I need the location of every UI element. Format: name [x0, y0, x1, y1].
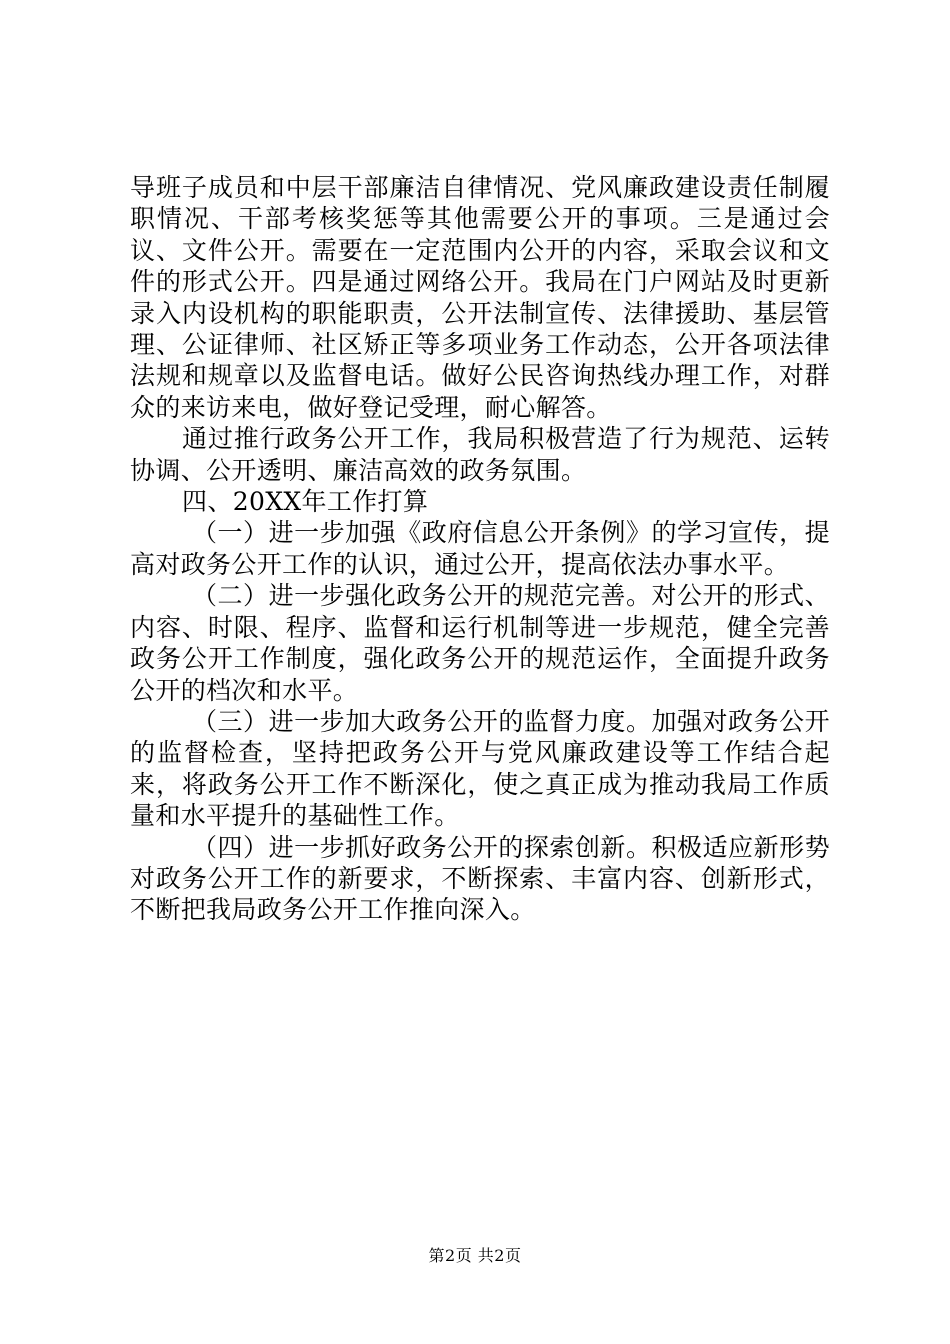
paragraph-plan-3: （三）进一步加大政务公开的监督力度。加强对政务公开的监督检查，坚持把政务公开与党风廉政建设等工作结合起来，将政务公开工作不断深化，使之真正成为推动我局工作质量和水平提升的基础性工作。	[130, 706, 830, 831]
paragraph-plan-2: （二）进一步强化政务公开的规范完善。对公开的形式、内容、时限、程序、监督和运行机制等进一步规范，健全完善政务公开工作制度，强化政务公开的规范运作，全面提升政务公开的档次和水平。	[130, 581, 830, 705]
paragraph-continued: 导班子成员和中层干部廉洁自律情况、党风廉政建设责任制履职情况、干部考核奖惩等其他需要公开的事项。三是通过会议、文件公开。需要在一定范围内公开的内容，采取会议和文件的形式公开。四是通过网络公开。我局在门户网站及时更新录入内设机构的职能职责，公开法制宣传、法律援助、基层管理、公证律师、社区矫正等多项业务工作动态，公开各项法律法规和规章以及监督电话。做好公民咨询热线办理工作，对群众的来访来电，做好登记受理，耐心解答。	[130, 173, 830, 422]
paragraph-plan-1: （一）进一步加强《政府信息公开条例》的学习宣传，提高对政务公开工作的认识，通过公开，提高依法办事水平。	[130, 518, 830, 579]
paragraph-summary: 通过推行政务公开工作，我局积极营造了行为规范、运转协调、公开透明、廉洁高效的政务氛围。	[130, 424, 830, 485]
section-heading: 四、20XX年工作打算	[182, 487, 429, 517]
paragraph-plan-4: （四）进一步抓好政务公开的探索创新。积极适应新形势对政务公开工作的新要求，不断探索、丰富内容、创新形式，不断把我局政务公开工作推向深入。	[130, 832, 830, 925]
document-body	[130, 172, 830, 926]
page-number-footer: 第2页 共2页	[428, 1246, 522, 1265]
